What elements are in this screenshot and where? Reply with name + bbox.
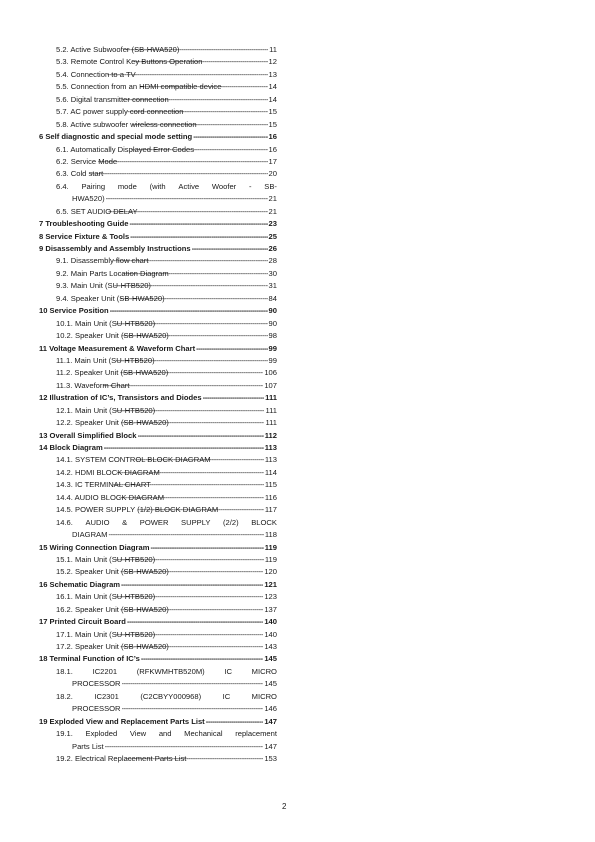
toc-entry[interactable] xyxy=(39,442,277,454)
toc-entry-title: 16 Schematic Diagram xyxy=(39,579,121,589)
toc-word: - xyxy=(248,181,252,191)
toc-leader-dashes xyxy=(122,678,264,690)
toc-entry[interactable] xyxy=(39,753,277,765)
toc-entry[interactable] xyxy=(39,405,277,417)
toc-entry-page: 90 xyxy=(268,318,277,328)
toc-entry[interactable] xyxy=(39,193,277,205)
toc-leader-dashes xyxy=(129,218,267,230)
toc-entry-page: 15 xyxy=(268,107,277,117)
toc-entry-page: 123 xyxy=(264,592,277,602)
toc-entry-title: 5.3. Remote Control Key Buttons Operation xyxy=(56,57,203,67)
toc-entry[interactable] xyxy=(39,119,277,131)
toc-entry-title: 5.8. Active subwoofer wireless connection xyxy=(56,119,197,129)
toc-entry-title xyxy=(56,517,277,529)
toc-entry-title: 14 Block Diagram xyxy=(39,443,103,452)
toc-word: and xyxy=(158,729,172,739)
page-number: 2 xyxy=(282,802,287,811)
toc-entry[interactable] xyxy=(39,591,277,603)
toc-entry-title: 14.2. HDMI BLOCK DIAGRAM xyxy=(56,467,160,477)
toc-entry[interactable] xyxy=(39,492,277,504)
toc-word: 18.2. xyxy=(56,691,73,701)
toc-entry-page: 147 xyxy=(264,716,277,726)
toc-word: SUPPLY xyxy=(181,517,211,527)
toc-word: IC xyxy=(224,666,232,676)
toc-leader-dashes xyxy=(141,653,263,665)
toc-entry[interactable] xyxy=(39,678,277,690)
toc-entry[interactable] xyxy=(39,218,277,230)
toc-entry[interactable] xyxy=(39,231,277,243)
toc-entry-title: 6.1. Automatically Displayed Error Codes xyxy=(56,144,195,154)
toc-leader-dashes xyxy=(119,492,264,504)
toc-entry-title: DIAGRAM xyxy=(72,530,108,540)
toc-leader-dashes xyxy=(120,293,268,305)
toc-leader-dashes xyxy=(115,591,264,603)
toc-entry-page: 13 xyxy=(268,69,277,79)
toc-entry-title: 17.1. Main Unit (SU-HTB520) xyxy=(56,629,156,639)
toc-leader-dashes xyxy=(116,355,268,367)
toc-word: AUDIO xyxy=(85,517,110,527)
toc-entry-title: 5.5. Connection from an HDMI compatible device xyxy=(56,82,222,92)
toc-entry[interactable] xyxy=(39,417,277,429)
toc-entry-title: 12.2. Speaker Unit (SB-HWA520) xyxy=(56,418,169,428)
toc-entry-title: 10 Service Position xyxy=(39,306,109,316)
toc-leader-dashes xyxy=(108,529,263,541)
toc-entry[interactable] xyxy=(39,542,277,554)
toc-entry-page: 114 xyxy=(264,467,277,477)
toc-word: SB- xyxy=(264,181,277,191)
toc-word: 19.1. xyxy=(56,729,73,739)
toc-leader-dashes xyxy=(137,504,264,516)
toc-entry-title: PROCESSOR xyxy=(72,704,121,714)
toc-entry[interactable] xyxy=(39,653,277,665)
toc-entry-page: 21 xyxy=(268,206,277,216)
toc-entry[interactable] xyxy=(39,479,277,491)
toc-entry[interactable] xyxy=(39,255,277,267)
toc-leader-dashes xyxy=(127,616,263,628)
toc-leader-dashes xyxy=(121,417,265,429)
toc-leader-dashes xyxy=(114,280,268,292)
toc-word: replacement xyxy=(235,729,277,739)
toc-entry-page: 115 xyxy=(264,480,277,490)
toc-leader-dashes xyxy=(106,193,268,205)
toc-entry-page: 121 xyxy=(264,579,277,589)
toc-entry-page: 112 xyxy=(264,430,277,440)
toc-entry-title: 16.1. Main Unit (SU-HTB520) xyxy=(56,592,156,602)
toc-entry-page: 140 xyxy=(264,629,277,639)
toc-entry[interactable] xyxy=(39,343,277,355)
toc-entry-page: 84 xyxy=(268,293,277,303)
toc-entry[interactable] xyxy=(39,616,277,628)
toc-entry[interactable] xyxy=(39,106,277,118)
toc-leader-dashes xyxy=(120,367,263,379)
toc-leader-dashes xyxy=(138,430,264,442)
toc-word: & xyxy=(122,517,128,527)
toc-entry-title: 15.2. Speaker Unit (SB-HWA520) xyxy=(56,567,169,577)
toc-leader-dashes xyxy=(115,405,264,417)
toc-entry[interactable] xyxy=(39,666,277,678)
toc-word: (with xyxy=(149,181,166,191)
toc-entry[interactable] xyxy=(39,131,277,143)
toc-entry[interactable] xyxy=(39,529,277,541)
toc-word: POWER xyxy=(139,517,169,527)
toc-entry[interactable] xyxy=(39,268,277,280)
toc-entry[interactable] xyxy=(39,716,277,728)
toc-leader-dashes xyxy=(103,380,263,392)
toc-entry-page: 21 xyxy=(268,194,277,204)
toc-entry-page: 14 xyxy=(268,94,277,104)
toc-entry-title: 7 Troubleshooting Guide xyxy=(39,219,129,229)
toc-entry-title: 14.4. AUDIO BLOCK DIAGRAM xyxy=(56,492,165,502)
toc-leader-dashes xyxy=(127,753,264,765)
toc-entry[interactable] xyxy=(39,741,277,753)
toc-leader-dashes xyxy=(121,579,263,591)
toc-entry-page: 99 xyxy=(268,343,277,353)
toc-entry-page: 137 xyxy=(264,604,277,614)
toc-entry-title: 11.2. Speaker Unit (SB-HWA520) xyxy=(56,368,169,378)
toc-word: Exploded xyxy=(85,729,118,739)
toc-entry-title: 5.2. Active Subwoofer (SB-HWA520) xyxy=(56,45,180,54)
toc-leader-dashes xyxy=(104,442,264,454)
toc-word: View xyxy=(129,729,147,739)
toc-leader-dashes xyxy=(113,255,268,267)
toc-entry-page: 106 xyxy=(264,368,277,378)
toc-entry-title: Parts List xyxy=(72,741,104,751)
toc-entry-title: 14.5. POWER SUPPLY (1/2) BLOCK DIAGRAM xyxy=(56,505,219,515)
toc-leader-dashes xyxy=(113,479,264,491)
toc-leader-dashes xyxy=(203,392,265,404)
toc-leader-dashes xyxy=(192,243,268,255)
toc-word: Woofer xyxy=(211,181,237,191)
toc-entry-page: 20 xyxy=(268,169,277,179)
toc-entry[interactable] xyxy=(39,691,277,703)
toc-entry-page: 153 xyxy=(264,753,277,763)
toc-entry[interactable] xyxy=(39,330,277,342)
toc-word: (C2CBYY000968) xyxy=(140,691,202,701)
toc-entry-title: 15.1. Main Unit (SU-HTB520) xyxy=(56,554,156,564)
toc-entry-title: 5.7. AC power supply cord connection xyxy=(56,107,184,117)
toc-entry-page: 147 xyxy=(264,741,277,751)
toc-word: IC2201 xyxy=(92,666,118,676)
toc-entry-page: 98 xyxy=(268,331,277,341)
toc-word: (RFKWMHTB520M) xyxy=(136,666,205,676)
toc-entry-title xyxy=(56,728,277,740)
toc-entry-page: 119 xyxy=(264,542,277,552)
toc-entry-title: PROCESSOR xyxy=(72,679,121,689)
toc-entry-title: 17 Printed Circuit Board xyxy=(39,617,126,627)
toc-leader-dashes xyxy=(131,144,268,156)
toc-leader-dashes xyxy=(105,741,264,753)
toc-entry[interactable] xyxy=(39,156,277,168)
toc-entry-page: 145 xyxy=(264,654,277,664)
toc-entry[interactable] xyxy=(39,280,277,292)
toc-leader-dashes xyxy=(121,268,267,280)
toc-entry-page: 14 xyxy=(268,82,277,92)
toc-entry-page: 12 xyxy=(268,57,277,67)
toc-entry-title: 6.5. SET AUDIO DELAY xyxy=(56,206,138,216)
toc-entry[interactable] xyxy=(39,504,277,516)
toc-leader-dashes xyxy=(120,566,263,578)
toc-leader-dashes xyxy=(115,554,264,566)
toc-entry-page: 111 xyxy=(265,405,277,415)
toc-word: (2/2) xyxy=(223,517,239,527)
toc-entry-title xyxy=(56,691,277,703)
toc-entry-page: 113 xyxy=(264,455,277,465)
toc-word: Active xyxy=(178,181,200,191)
toc-entry-page: 140 xyxy=(264,617,277,627)
toc-entry-page: 143 xyxy=(264,642,277,651)
toc-leader-dashes xyxy=(134,56,268,68)
toc-entry[interactable] xyxy=(39,554,277,566)
toc-entry[interactable] xyxy=(39,517,277,529)
toc-word: mode xyxy=(117,181,137,191)
toc-leader-dashes xyxy=(120,604,263,616)
toc-entry[interactable] xyxy=(39,243,277,255)
toc-entry-page: 107 xyxy=(264,380,277,390)
toc-entry-title: 13 Overall Simplified Block xyxy=(39,430,137,440)
toc-entry-page: 23 xyxy=(268,219,277,229)
toc-entry-title: HWA520) xyxy=(72,194,105,204)
toc-entry-title: 15 Wiring Connection Diagram xyxy=(39,542,150,552)
toc-entry[interactable] xyxy=(39,305,277,317)
toc-entry-title: 5.4. Connection to a TV xyxy=(56,69,136,79)
toc-word: Mechanical xyxy=(184,729,223,739)
toc-entry-page: 31 xyxy=(268,281,277,291)
toc-entry[interactable] xyxy=(39,380,277,392)
toc-entry[interactable] xyxy=(39,454,277,466)
toc-entry[interactable] xyxy=(39,144,277,156)
toc-entry[interactable] xyxy=(39,703,277,715)
toc-entry-title: 18 Terminal Function of IC’s xyxy=(39,654,140,664)
toc-entry[interactable] xyxy=(39,44,277,56)
toc-entry[interactable] xyxy=(39,206,277,218)
toc-entry-page: 26 xyxy=(268,244,277,253)
toc-leader-dashes xyxy=(121,94,267,106)
toc-entry-title: 14.1. SYSTEM CONTROL BLOCK DIAGRAM xyxy=(56,455,211,465)
toc-leader-dashes xyxy=(140,81,268,93)
toc-entry-page: 113 xyxy=(264,443,277,452)
toc-word: IC xyxy=(222,691,231,701)
toc-word: MICRO xyxy=(251,691,277,701)
toc-word: BLOCK xyxy=(251,517,277,527)
toc-entry-title: 9.4. Speaker Unit (SB-HWA520) xyxy=(56,293,165,303)
toc-entry[interactable] xyxy=(39,56,277,68)
toc-entry-title: 6 Self diagnostic and special mode setting xyxy=(39,132,193,142)
toc-entry-title: 9.2. Main Parts Location Diagram xyxy=(56,268,169,278)
toc-entry-title: 19.2. Electrical Replacement Parts List xyxy=(56,753,187,763)
toc-leader-dashes xyxy=(135,454,264,466)
toc-entry[interactable] xyxy=(39,728,277,740)
toc-leader-dashes xyxy=(193,131,267,143)
toc-entry-title: 5.6. Digital transmitter connection xyxy=(56,94,169,104)
toc-entry-page: 116 xyxy=(264,492,277,502)
toc-entry-page: 119 xyxy=(264,554,277,564)
toc-entry-title: 10.1. Main Unit (SU-HTB520) xyxy=(56,318,156,328)
toc-entry-title: 17.2. Speaker Unit (SB-HWA520) xyxy=(56,642,169,651)
toc-entry-title: 8 Service Fixture & Tools xyxy=(39,231,130,241)
toc-entry-page: 16 xyxy=(268,144,277,154)
toc-leader-dashes xyxy=(117,467,264,479)
toc-entry-title: 6.3. Cold start xyxy=(56,169,104,179)
toc-entry-page: 15 xyxy=(268,119,277,129)
toc-entry[interactable] xyxy=(39,629,277,641)
toc-word: IC2301 xyxy=(94,691,119,701)
toc-entry-title: 12 Illustration of IC’s, Transistors and Diodes xyxy=(39,393,202,403)
toc-entry-title: 6.2. Service Mode xyxy=(56,156,118,166)
toc-word: 14.6. xyxy=(56,517,73,527)
toc-entry-title: 14.3. IC TERMINAL CHART xyxy=(56,480,151,490)
toc-entry-title: 9.1. Disassembly flow chart xyxy=(56,256,149,266)
toc-leader-dashes xyxy=(90,168,268,180)
toc-leader-dashes xyxy=(107,69,268,81)
toc-leader-dashes xyxy=(206,716,264,728)
toc-entry[interactable] xyxy=(39,604,277,616)
toc-entry-page: 90 xyxy=(268,306,277,316)
toc-entry-title: 9.3. Main Unit (SU-HTB520) xyxy=(56,281,151,291)
toc-entry-title: 12.1. Main Unit (SU-HTB520) xyxy=(56,405,156,415)
toc-entry-title: 16.2. Speaker Unit (SB-HWA520) xyxy=(56,604,169,614)
toc-entry-page: 99 xyxy=(268,355,277,365)
toc-leader-dashes xyxy=(98,156,268,168)
toc-entry[interactable] xyxy=(39,579,277,591)
toc-entry[interactable] xyxy=(39,94,277,106)
toc-entry-page: 17 xyxy=(268,156,277,166)
toc-entry-page: 111 xyxy=(265,418,277,428)
toc-entry-title: 11.1. Main Unit (SU-HTB520) xyxy=(56,355,155,365)
toc-leader-dashes xyxy=(196,343,267,355)
toc-leader-dashes xyxy=(110,305,268,317)
toc-entry-page: 146 xyxy=(264,704,277,714)
toc-leader-dashes xyxy=(122,330,268,342)
toc-leader-dashes xyxy=(108,206,268,218)
toc-entry-page: 28 xyxy=(268,256,277,266)
toc-leader-dashes xyxy=(150,542,263,554)
toc-entry-page: 120 xyxy=(264,567,277,577)
toc-entry[interactable] xyxy=(39,293,277,305)
toc-leader-dashes xyxy=(132,119,268,131)
toc-leader-dashes xyxy=(115,629,264,641)
toc-entry[interactable] xyxy=(39,392,277,404)
toc-entry-page: 117 xyxy=(264,505,277,515)
toc-entry[interactable] xyxy=(39,430,277,442)
toc-entry[interactable] xyxy=(39,181,277,193)
toc-entry-title: 11 Voltage Measurement & Waveform Chart xyxy=(39,343,196,353)
toc-word: MICRO xyxy=(251,666,277,676)
toc-entry[interactable] xyxy=(39,318,277,330)
toc-entry-page: 11 xyxy=(269,45,277,54)
toc-leader-dashes xyxy=(116,318,268,330)
table-of-contents xyxy=(39,44,277,765)
toc-entry-title: 9 Disassembly and Assembly Instructions xyxy=(39,244,191,253)
toc-leader-dashes xyxy=(122,703,264,715)
toc-leader-dashes xyxy=(130,231,267,243)
toc-entry-title: 11.3. Waveform Chart xyxy=(56,380,130,390)
toc-entry-page: 118 xyxy=(264,530,277,540)
toc-entry-page: 25 xyxy=(268,231,277,241)
toc-entry-title xyxy=(56,666,277,678)
toc-entry[interactable] xyxy=(39,641,277,653)
toc-entry-page: 111 xyxy=(265,393,277,403)
toc-leader-dashes xyxy=(127,106,267,118)
toc-entry[interactable] xyxy=(39,81,277,93)
toc-leader-dashes xyxy=(126,44,268,56)
toc-entry[interactable] xyxy=(39,355,277,367)
toc-entry[interactable] xyxy=(39,566,277,578)
toc-leader-dashes xyxy=(120,641,263,653)
toc-entry[interactable] xyxy=(39,168,277,180)
toc-entry-page: 30 xyxy=(268,268,277,278)
toc-entry-page: 16 xyxy=(268,132,277,142)
toc-word: 18.1. xyxy=(56,666,73,676)
toc-entry-title: 19 Exploded View and Replacement Parts List xyxy=(39,716,205,726)
toc-entry[interactable] xyxy=(39,367,277,379)
toc-entry[interactable] xyxy=(39,69,277,81)
toc-entry-title: 10.2. Speaker Unit (SB-HWA520) xyxy=(56,331,169,341)
toc-word: 6.4. xyxy=(56,181,69,191)
toc-word: Pairing xyxy=(81,181,106,191)
toc-entry-title xyxy=(56,181,277,193)
toc-entry[interactable] xyxy=(39,467,277,479)
toc-entry-page: 145 xyxy=(264,679,277,689)
